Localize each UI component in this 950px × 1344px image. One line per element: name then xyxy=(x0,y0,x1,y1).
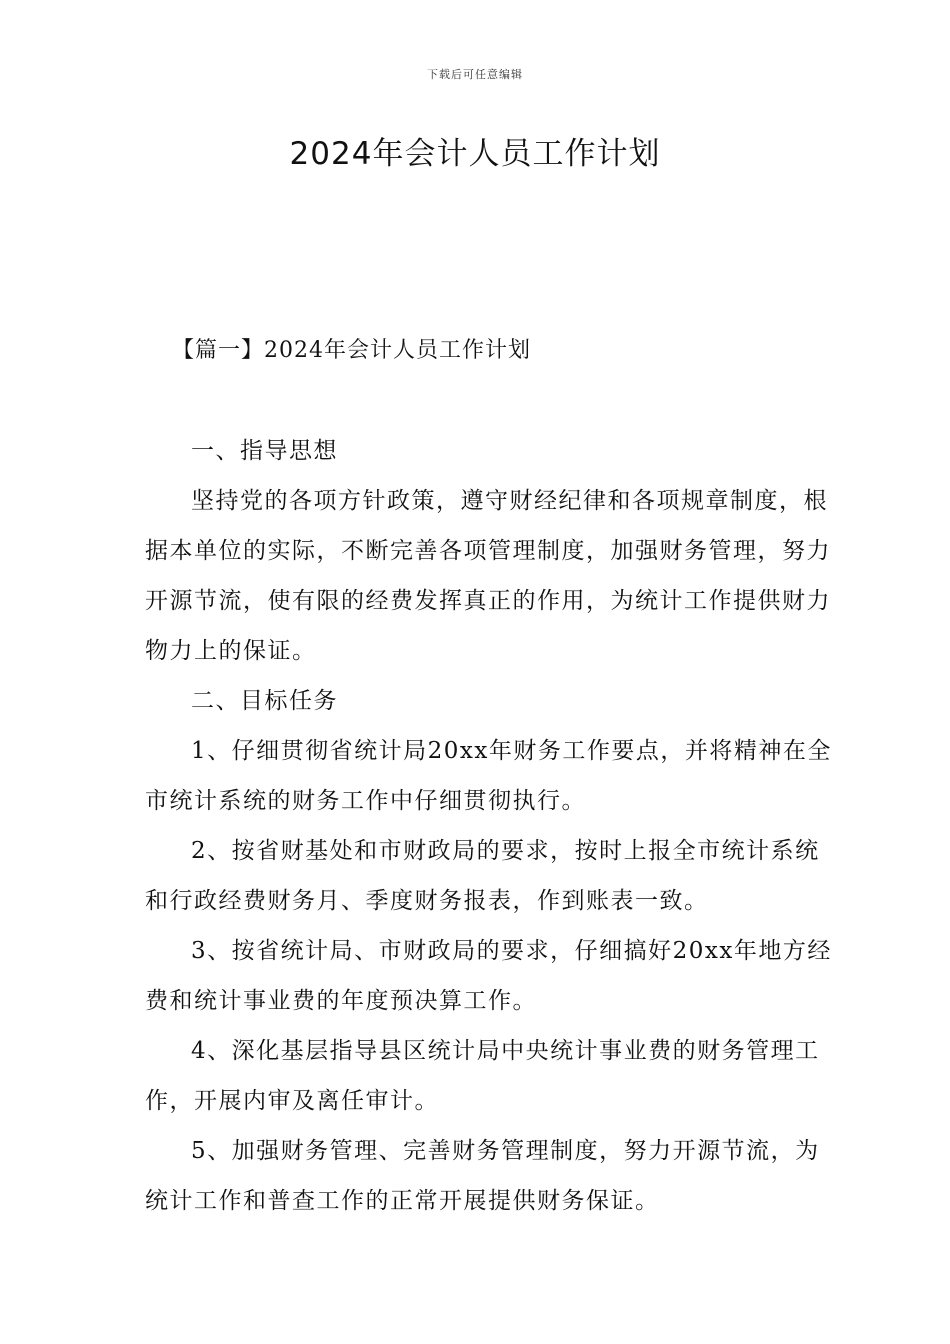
task-item-5: 5、加强财务管理、完善财务管理制度，努力开源节流，为统计工作和普查工作的正常开展提供财务保证。 xyxy=(145,1138,820,1214)
paragraph-guiding-ideology: 坚持党的各项方针政策，遵守财经纪律和各项规章制度，根据本单位的实际，不断完善各项管理制度，加强财务管理，努力开源节流，使有限的经费发挥真正的作用，为统计工作提供财力物力上的保证。 xyxy=(145,488,831,664)
section-heading: 【篇一】2024年会计人员工作计划 xyxy=(172,338,531,363)
task-item-1: 1、仔细贯彻省统计局20xx年财务工作要点，并将精神在全市统计系统的财务工作中仔细贯彻执行。 xyxy=(145,738,832,814)
download-note: 下载后可任意编辑 xyxy=(427,68,523,81)
task-item-4: 4、深化基层指导县区统计局中央统计事业费的财务管理工作，开展内审及离任审计。 xyxy=(145,1038,820,1114)
task-item-2: 2、按省财基处和市财政局的要求，按时上报全市统计系统和行政经费财务月、季度财务报表，作到账表一致。 xyxy=(145,838,820,914)
heading-goals-tasks: 二、目标任务 xyxy=(191,688,338,714)
document-title: 2024年会计人员工作计划 xyxy=(289,136,661,172)
heading-guiding-ideology: 一、指导思想 xyxy=(191,438,338,464)
document-body xyxy=(145,426,835,1226)
task-item-3: 3、按省统计局、市财政局的要求，仔细搞好20xx年地方经费和统计事业费的年度预决算工作。 xyxy=(145,938,832,1014)
